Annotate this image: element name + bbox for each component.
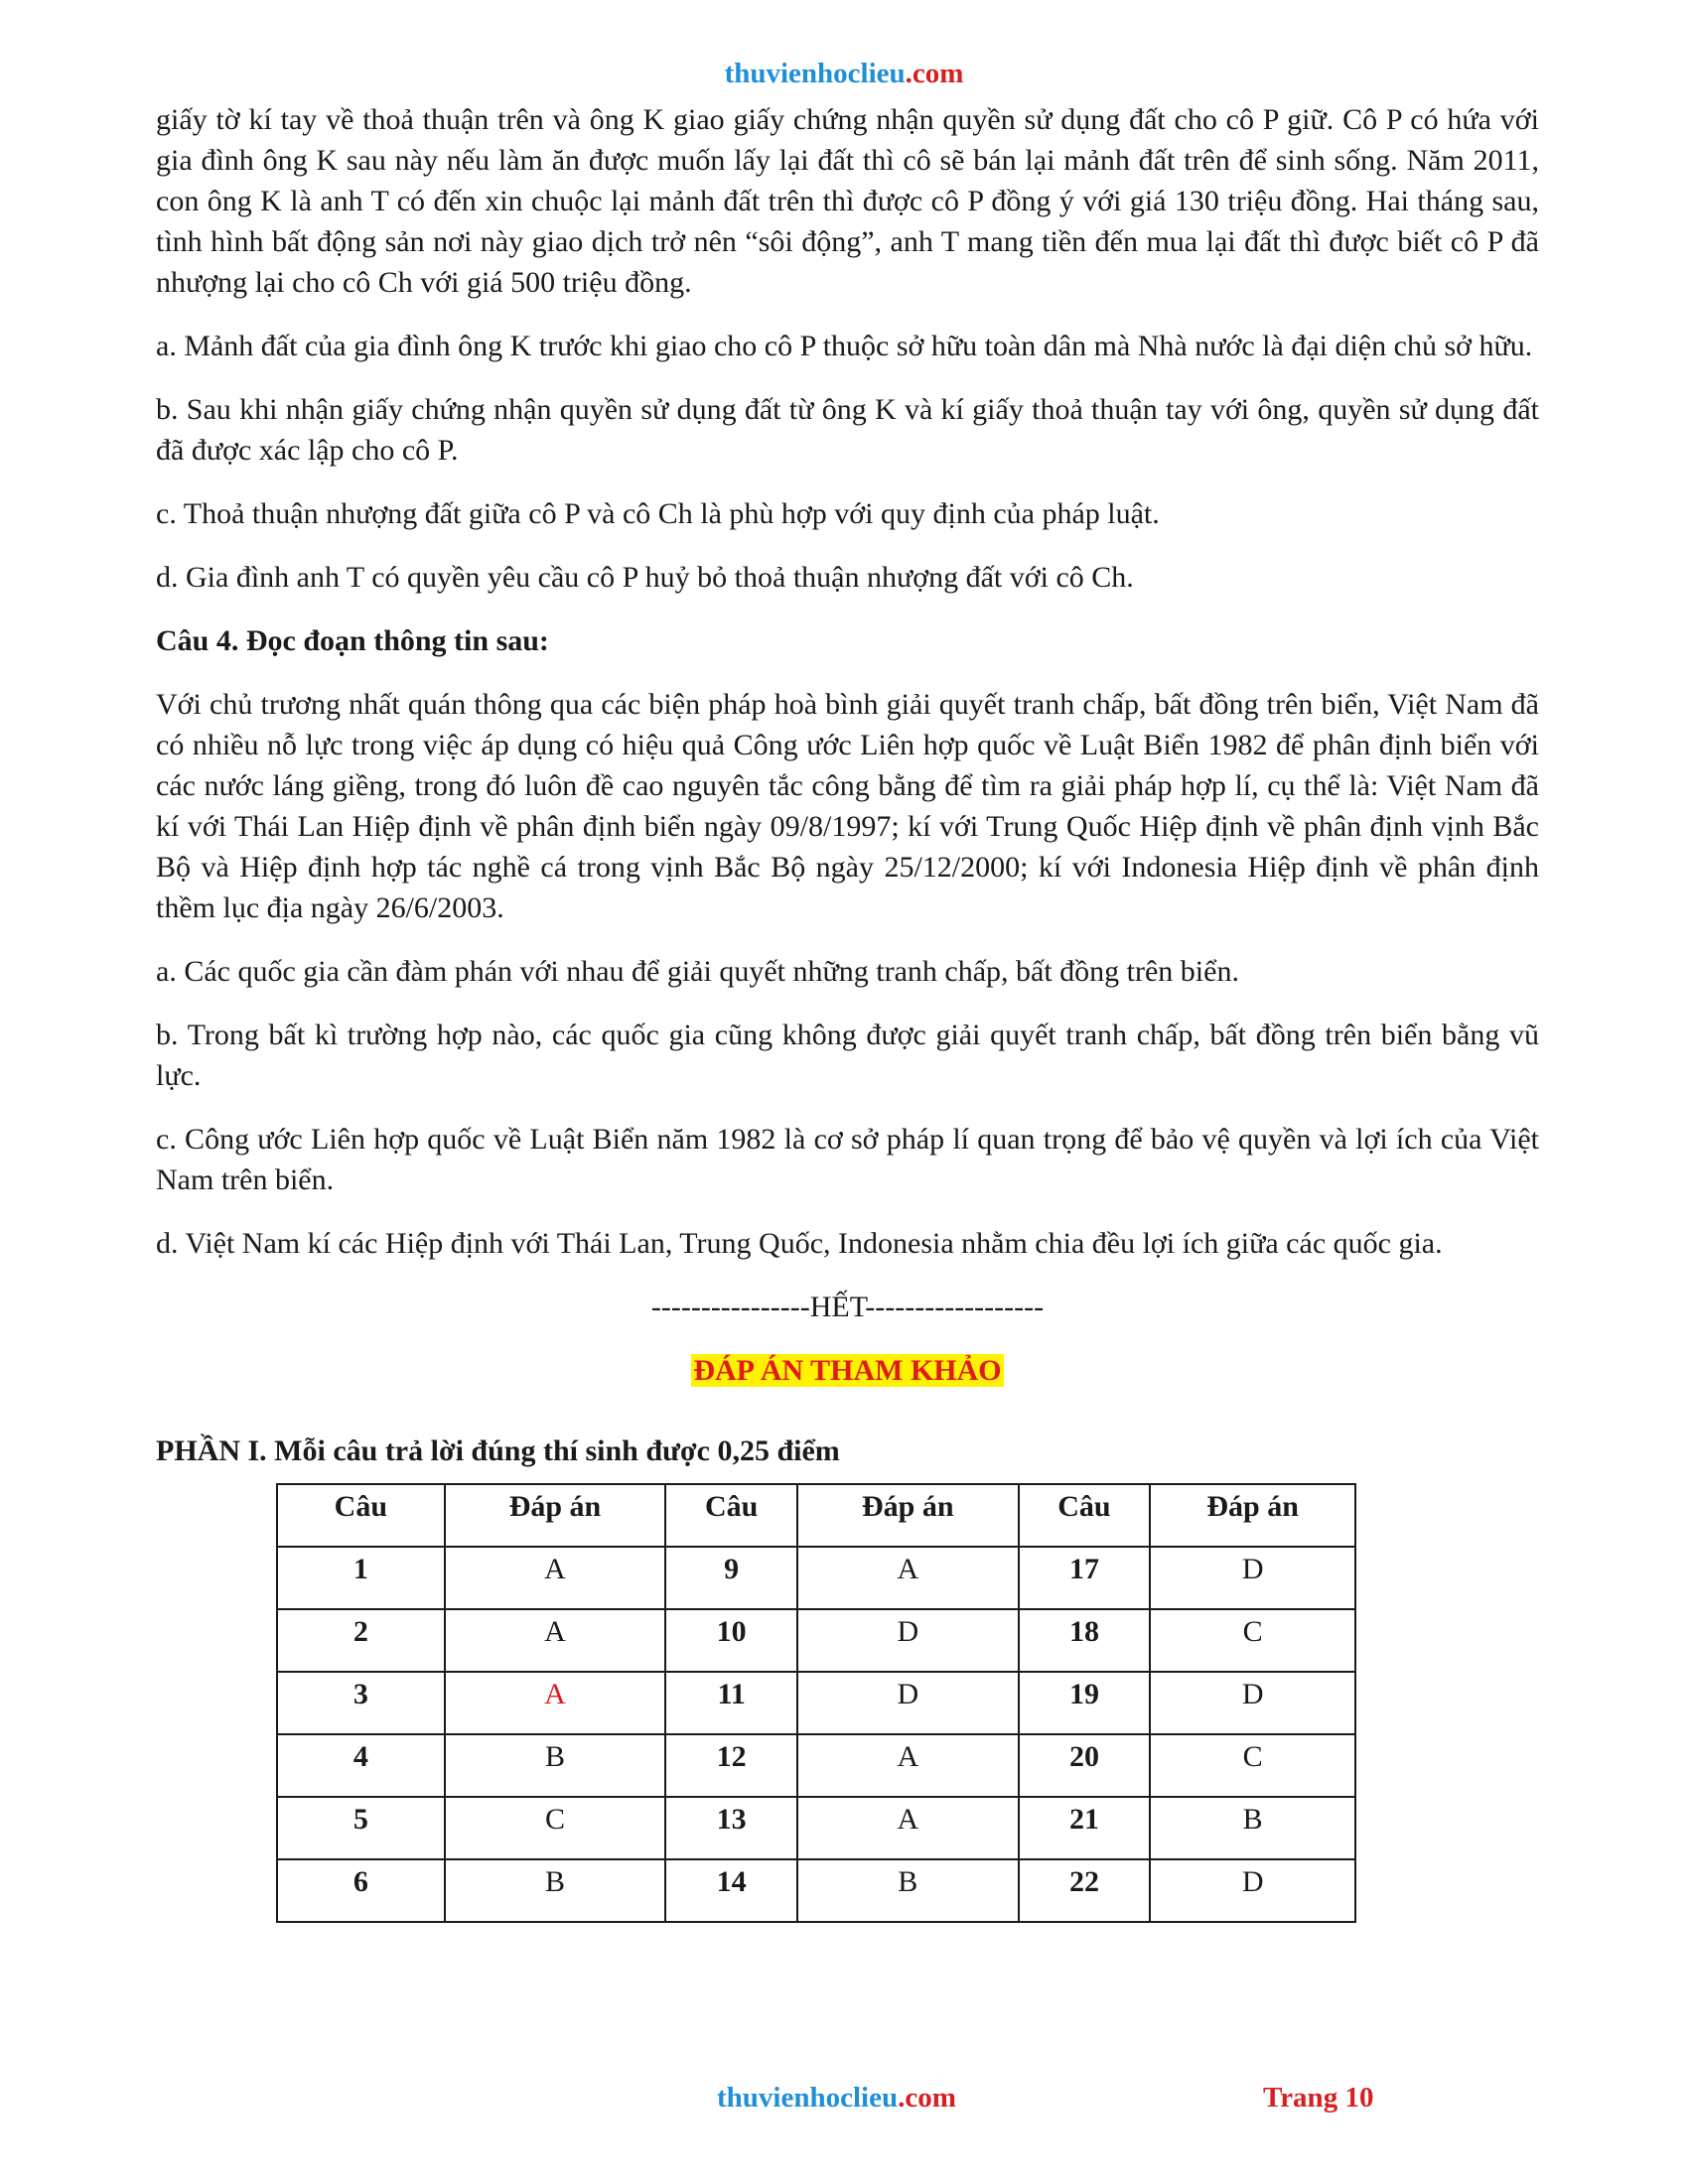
table-row	[277, 1797, 1355, 1859]
table-row	[277, 1547, 1355, 1609]
answer-cell: B	[445, 1859, 666, 1922]
q4-statement-b: b. Trong bất kì trường hợp nào, các quốc gia cũng không được giải quyết tranh chấp, bất đồng trên biển bằng vũ lực.	[156, 1019, 1539, 1092]
page-number: Trang 10	[1263, 2082, 1374, 2114]
answer-key-title-text: ĐÁP ÁN THAM KHẢO	[693, 1354, 1002, 1387]
question-number: 22	[1019, 1859, 1151, 1922]
q4-statement-d: d. Việt Nam kí các Hiệp định với Thái Lan, Trung Quốc, Indonesia nhằm chia đều lợi ích giữa các quốc gia.	[156, 1227, 1443, 1260]
answer-table-header-row	[277, 1484, 1355, 1547]
answer-cell: D	[797, 1609, 1019, 1672]
header-cau: Câu	[665, 1484, 797, 1547]
header-dap-an: Đáp án	[1150, 1484, 1355, 1547]
question-number: 3	[277, 1672, 445, 1734]
answer-cell: B	[1150, 1797, 1355, 1859]
question-number: 5	[277, 1797, 445, 1859]
question-number: 1	[277, 1547, 445, 1609]
header-site-tld: .com	[905, 58, 964, 89]
answer-cell: A	[797, 1797, 1019, 1859]
answer-cell: A	[797, 1547, 1019, 1609]
header-cau: Câu	[277, 1484, 445, 1547]
header-dap-an: Đáp án	[797, 1484, 1019, 1547]
q3-statement-c: c. Thoả thuận nhượng đất giữa cô P và cô Ch là phù hợp với quy định của pháp luật.	[156, 497, 1160, 530]
question-number: 10	[665, 1609, 797, 1672]
question-number: 11	[665, 1672, 797, 1734]
question-number: 6	[277, 1859, 445, 1922]
footer-site-tld: .com	[898, 2082, 956, 2114]
table-row	[277, 1734, 1355, 1797]
q3-statement-d: d. Gia đình anh T có quyền yêu cầu cô P huỷ bỏ thoả thuận nhượng đất với cô Ch.	[156, 561, 1134, 594]
table-row	[277, 1672, 1355, 1734]
question-number: 18	[1019, 1609, 1151, 1672]
q4-passage: Với chủ trương nhất quán thông qua các biện pháp hoà bình giải quyết tranh chấp, bất đồng trên biển, Việt Nam đã có nhiều nỗ lực trong việc áp dụng có hiệu quả Công ước Liên hợp quốc về Luật Biển 1982 để phân định biển với các nước láng giềng, trong đó luôn đề cao nguyên tắc công bằng để tìm ra giải pháp hợp lí, cụ thể là: Việt Nam đã kí với Thái Lan Hiệp định về phân định biển ngày 09/8/1997; kí với Trung Quốc Hiệp định về phân định vịnh Bắc Bộ và Hiệp định hợp tác nghề cá trong vịnh Bắc Bộ ngày 25/12/2000; kí với Indonesia Hiệp định về phân định thềm lục địa ngày 26/6/2003.	[156, 688, 1539, 924]
answer-cell: B	[445, 1734, 666, 1797]
part1-title: PHẦN I. Mỗi câu trả lời đúng thí sinh được 0,25 điểm	[156, 1434, 840, 1467]
question-number: 12	[665, 1734, 797, 1797]
answer-cell: C	[1150, 1734, 1355, 1797]
question-number: 14	[665, 1859, 797, 1922]
answer-cell: D	[1150, 1672, 1355, 1734]
question-number: 20	[1019, 1734, 1151, 1797]
end-marker: ----------------HẾT------------------	[650, 1291, 1045, 1323]
answer-cell: C	[1150, 1609, 1355, 1672]
q4-statement-a: a. Các quốc gia cần đàm phán với nhau để giải quyết những tranh chấp, bất đồng trên biển.	[156, 955, 1239, 988]
intro-paragraph: giấy tờ kí tay về thoả thuận trên và ông K giao giấy chứng nhận quyền sử dụng đất cho cô P giữ. Cô P có hứa với gia đình ông K sau này nếu làm ăn được muốn lấy lại đất thì cô sẽ bán lại mảnh đất trên để sinh sống. Năm 2011, con ông K là anh T có đến xin chuộc lại mảnh đất trên thì được cô P đồng ý với giá 130 triệu đồng. Hai tháng sau, tình hình bất động sản nơi này giao dịch trở nên “sôi động”, anh T mang tiền đến mua lại đất thì được biết cô P đã nhượng lại cho cô Ch với giá 500 triệu đồng.	[156, 103, 1539, 299]
footer-site-link[interactable]	[717, 2082, 956, 2115]
table-row	[277, 1859, 1355, 1922]
q4-statement-c: c. Công ước Liên hợp quốc về Luật Biển năm 1982 là cơ sở pháp lí quan trọng để bảo vệ quyền và lợi ích của Việt Nam trên biển.	[156, 1123, 1539, 1196]
answer-cell: D	[1150, 1859, 1355, 1922]
q4-title: Câu 4. Đọc đoạn thông tin sau:	[156, 624, 549, 657]
answer-table	[276, 1483, 1356, 1923]
q3-statement-b: b. Sau khi nhận giấy chứng nhận quyền sử dụng đất từ ông K và kí giấy thoả thuận tay với ông, quyền sử dụng đất đã được xác lập cho cô P.	[156, 393, 1539, 467]
header-dap-an: Đáp án	[445, 1484, 666, 1547]
question-number: 2	[277, 1609, 445, 1672]
site-header	[0, 58, 1688, 90]
answer-cell: B	[797, 1859, 1019, 1922]
document-body	[156, 99, 1539, 1923]
header-cau: Câu	[1019, 1484, 1151, 1547]
question-number: 13	[665, 1797, 797, 1859]
answer-cell: D	[797, 1672, 1019, 1734]
table-row	[277, 1609, 1355, 1672]
answer-cell: A	[445, 1609, 666, 1672]
answer-cell: A	[445, 1547, 666, 1609]
question-number: 4	[277, 1734, 445, 1797]
question-number: 9	[665, 1547, 797, 1609]
question-number: 17	[1019, 1547, 1151, 1609]
answer-cell: C	[445, 1797, 666, 1859]
answer-cell: A	[797, 1734, 1019, 1797]
question-number: 21	[1019, 1797, 1151, 1859]
answer-cell-highlighted: A	[445, 1672, 666, 1734]
question-number: 19	[1019, 1672, 1151, 1734]
header-site-name: thuvienhoclieu	[724, 58, 906, 89]
answer-key-title	[156, 1350, 1539, 1391]
answer-cell: D	[1150, 1547, 1355, 1609]
footer-site-name: thuvienhoclieu	[717, 2082, 899, 2114]
q3-statement-a: a. Mảnh đất của gia đình ông K trước khi giao cho cô P thuộc sở hữu toàn dân mà Nhà nước là đại diện chủ sở hữu.	[156, 330, 1533, 362]
